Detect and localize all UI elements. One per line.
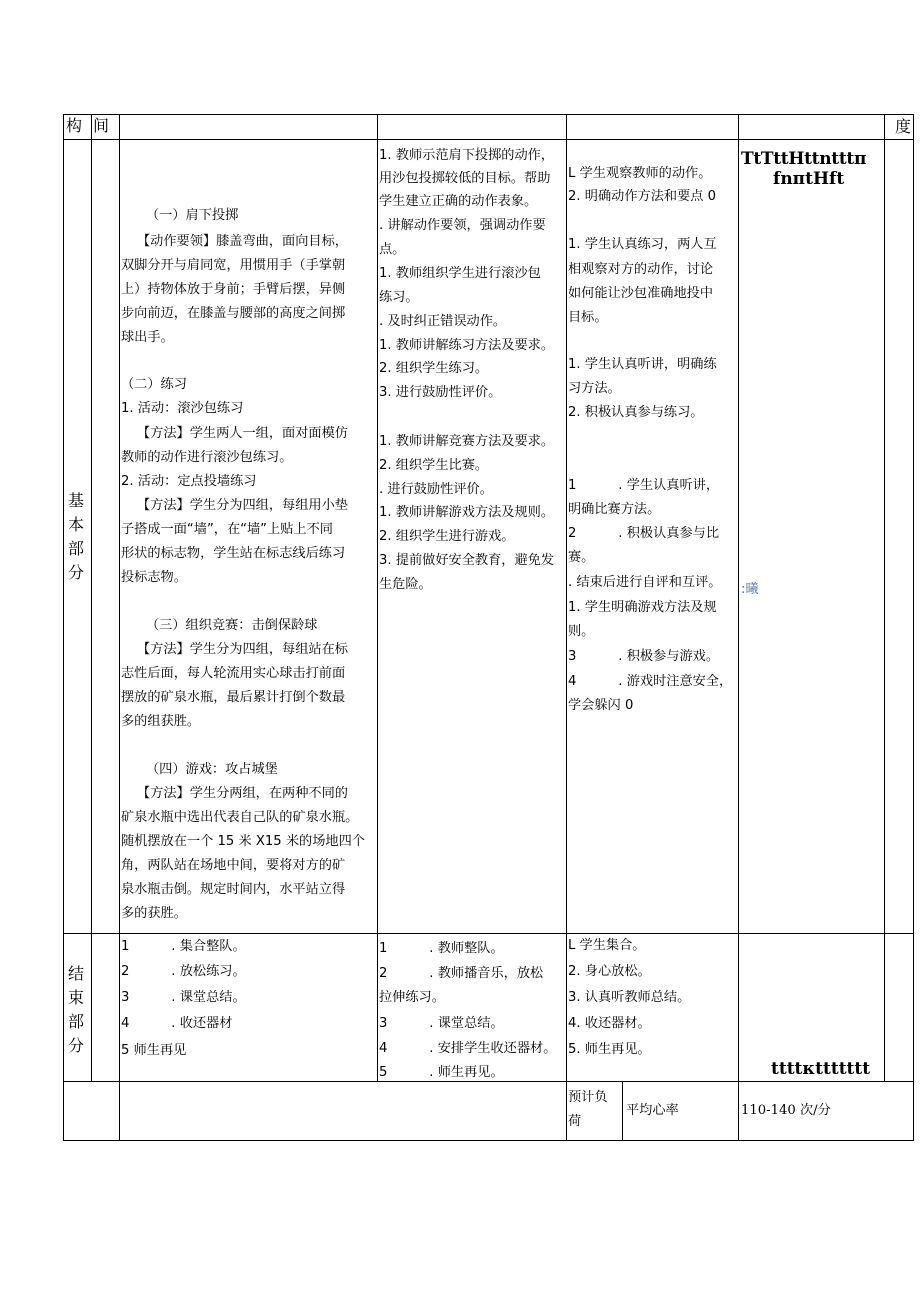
ending-content-line: 4 . 收还器材 — [121, 1016, 233, 1031]
student-line: . 结束后进行自评和互评。 — [568, 575, 722, 590]
content-line: 矿泉水瓶中选出代表自己队的矿泉水瓶。 — [121, 810, 359, 825]
teacher-line: . 进行鼓励性评价。 — [379, 482, 493, 497]
ending-student-line: 4. 收还器材。 — [568, 1016, 651, 1031]
table-rule-basic-end — [63, 933, 914, 934]
content-line: 上）持物体放于身前；手臂后摆，异侧 — [121, 282, 346, 297]
student-line: 相观察对方的动作，讨论 — [568, 262, 714, 277]
student-line: 明确比赛方法。 — [568, 502, 661, 517]
table-col-rule-3 — [377, 114, 378, 1082]
expected-load-label: 预计负 — [568, 1090, 608, 1105]
table-col-rule-footer — [622, 1081, 623, 1141]
content-line: 【方法】学生分为四组，每组站在标 — [137, 642, 348, 657]
ending-teacher-line: 5 . 师生再见。 — [379, 1065, 504, 1080]
table-rule-header — [63, 139, 914, 140]
student-line: 学会躲闪 0 — [568, 698, 634, 713]
teacher-line: 点。 — [379, 242, 406, 257]
content-line: 双脚分开与肩同宽，用惯用手（手掌朝 — [121, 258, 346, 273]
ending-student-line: 5. 师生再见。 — [568, 1042, 651, 1057]
section-label-basic: 基 本 部 分 — [67, 491, 84, 582]
table-col-rule-6 — [884, 114, 885, 1082]
organization-diagram-mark: :曦 — [741, 582, 759, 597]
table-border-right — [913, 114, 914, 1141]
ending-teacher-line: 3 . 课堂总结。 — [379, 1016, 504, 1031]
teacher-line: . 讲解动作要领，强调动作要 — [379, 218, 546, 233]
student-line: 2 . 积极认真参与比 — [568, 526, 720, 541]
organization-diagram-label-top-2: fnπtHft — [773, 169, 845, 189]
content-heading-3: （三）组织竞赛：击倒保龄球 — [146, 618, 318, 633]
teacher-line: 1. 教师组织学生进行滚沙包 — [379, 266, 541, 281]
average-heart-rate-label: 平均心率 — [626, 1103, 679, 1118]
teacher-line: 3. 进行鼓励性评价。 — [379, 385, 502, 400]
expected-load-label-2: 荷 — [568, 1114, 582, 1129]
content-line: 步向前迈，在膝盖与腰部的高度之间掷 — [121, 306, 346, 321]
table-border-bottom — [63, 1140, 914, 1141]
student-line: L 学生观察教师的动作。 — [568, 166, 712, 181]
student-line: 1 . 学生认真听讲， — [568, 478, 720, 493]
student-line: 1. 学生认真听讲，明确练 — [568, 357, 717, 372]
section-label-ending: 结 束 部 分 — [67, 964, 84, 1055]
student-line: 习方法。 — [568, 381, 621, 396]
ending-teacher-line: 拉伸练习。 — [379, 990, 445, 1005]
content-line: 投标志物。 — [121, 570, 187, 585]
content-line: 角，两队站在场地中间，要将对方的矿 — [121, 858, 346, 873]
ending-teacher-line: 1 . 教师整队。 — [379, 941, 504, 956]
average-heart-rate-value: 110-140 次/分 — [741, 1103, 831, 1118]
ending-student-line: 3. 认真听教师总结。 — [568, 990, 691, 1005]
teacher-line: 学生建立正确的动作表象。 — [379, 194, 538, 209]
student-line: 2. 积极认真参与练习。 — [568, 405, 704, 420]
content-line: 【方法】学生两人一组，面对面模仿 — [137, 426, 348, 441]
table-border-top — [63, 114, 914, 115]
content-line: 泉水瓶击倒。规定时间内，水平站立得 — [121, 882, 346, 897]
header-intensity: 度 — [895, 117, 912, 136]
teacher-line: 1. 教师讲解练习方法及要求。 — [379, 338, 555, 353]
header-structure: 构 — [66, 116, 83, 135]
ending-teacher-line: 2 . 教师播音乐，放松 — [379, 966, 544, 981]
content-line: 摆放的矿泉水瓶，最后累计打倒个数最 — [121, 690, 346, 705]
student-line: 1. 学生认真练习，两人互 — [568, 237, 717, 252]
teacher-line: 生危险。 — [379, 577, 432, 592]
table-col-rule-4 — [566, 114, 567, 1141]
student-line: 则。 — [568, 624, 595, 639]
content-line: 2. 活动：定点投墙练习 — [121, 474, 257, 489]
organization-diagram-label-top: TtTttHttntttπ — [741, 149, 867, 169]
teacher-line: 1. 教师讲解游戏方法及规则。 — [379, 505, 555, 520]
content-line: 1. 活动：滚沙包练习 — [121, 401, 244, 416]
student-line: 如何能让沙包准确地投中 — [568, 286, 714, 301]
content-line: 随机摆放在一个 15 米 X15 米的场地四个 — [121, 834, 365, 849]
teacher-line: 1. 教师示范肩下投掷的动作， — [379, 148, 555, 163]
ending-content-line: 1 . 集合整队。 — [121, 939, 246, 954]
content-line: 教师的动作进行滚沙包练习。 — [121, 450, 293, 465]
teacher-line: 用沙包投掷较低的目标。帮助 — [379, 171, 551, 186]
organization-diagram-label-bottom: ttttκttttttt — [771, 1059, 871, 1079]
content-heading-1: （一）肩下投掷 — [146, 208, 239, 223]
content-line: 多的获胜。 — [121, 906, 187, 921]
content-line: 多的组获胜。 — [121, 714, 201, 729]
content-line: 志性后面，每人轮流用实心球击打前面 — [121, 666, 346, 681]
ending-content-line: 5 师生再见 — [121, 1043, 187, 1058]
teacher-line: 2. 组织学生比赛。 — [379, 458, 489, 473]
table-border-left — [63, 114, 64, 1141]
student-line: 1. 学生明确游戏方法及规 — [568, 600, 717, 615]
teacher-line: 2. 组织学生进行游戏。 — [379, 529, 515, 544]
teacher-line: . 及时纠正错误动作。 — [379, 314, 507, 329]
student-line: 目标。 — [568, 310, 608, 325]
content-line: 【方法】学生分两组，在两种不同的 — [137, 786, 348, 801]
table-col-rule-5 — [738, 114, 739, 1141]
student-line: 3 . 积极参与游戏。 — [568, 649, 720, 664]
content-line: 【动作要领】膝盖弯曲，面向目标， — [137, 234, 348, 249]
student-line: 2. 明确动作方法和要点 0 — [568, 189, 717, 204]
teacher-line: 1. 教师讲解竞赛方法及要求。 — [379, 434, 555, 449]
content-line: 形状的标志物，学生站在标志线后练习 — [121, 546, 346, 561]
table-col-rule-1 — [91, 114, 92, 1082]
content-line: 子搭成一面“墙”，在“墙”上贴上不同 — [121, 522, 333, 537]
content-heading-2: （二）练习 — [121, 377, 187, 392]
ending-student-line: 2. 身心放松。 — [568, 964, 651, 979]
content-heading-4: （四）游戏：攻占城堡 — [146, 762, 278, 777]
ending-content-line: 3 . 课堂总结。 — [121, 990, 246, 1005]
ending-content-line: 2 . 放松练习。 — [121, 964, 246, 979]
ending-student-line: L 学生集合。 — [568, 938, 646, 953]
teacher-line: 2. 组织学生练习。 — [379, 361, 489, 376]
content-line: 【方法】学生分为四组，每组用小垫 — [137, 498, 348, 513]
student-line: 4 . 游戏时注意安全， — [568, 674, 733, 689]
ending-teacher-line: 4 . 安排学生收还器材。 — [379, 1041, 557, 1056]
header-time: 间 — [93, 116, 110, 135]
teacher-line: 3. 提前做好安全教育，避免发 — [379, 553, 555, 568]
teacher-line: 练习。 — [379, 290, 419, 305]
table-col-rule-2 — [119, 114, 120, 1141]
content-line: 球出手。 — [121, 330, 174, 345]
student-line: 赛。 — [568, 550, 595, 565]
